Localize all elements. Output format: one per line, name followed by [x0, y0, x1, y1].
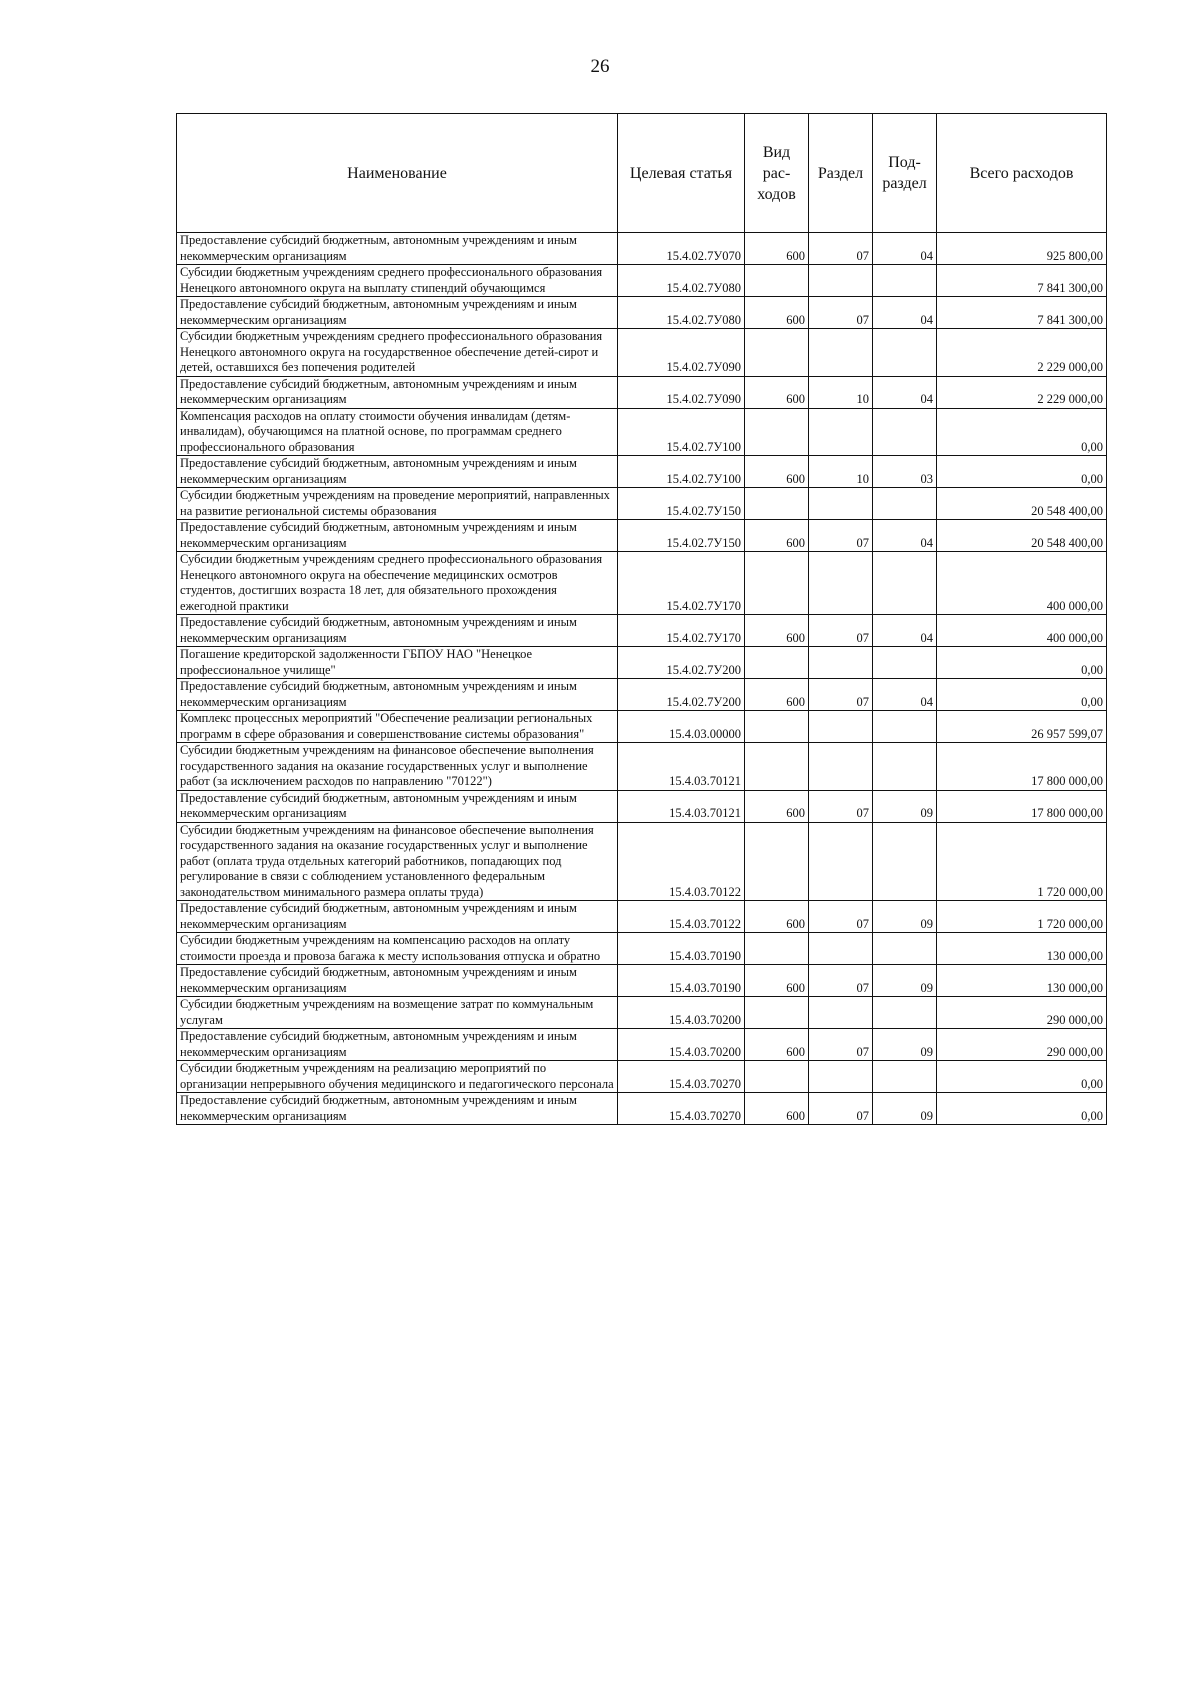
table-row: [177, 901, 1107, 933]
cell-section: 07: [809, 297, 873, 329]
budget-table: [176, 113, 1107, 1125]
cell-section: [809, 265, 873, 297]
cell-target-article: 15.4.03.70200: [618, 997, 745, 1029]
table-row: [177, 1061, 1107, 1093]
cell-total: 0,00: [937, 456, 1107, 488]
table-row: [177, 233, 1107, 265]
cell-subsection: 09: [873, 901, 937, 933]
cell-name: Предоставление субсидий бюджетным, автономным учреждениям и иным некоммерческим организациям: [177, 297, 618, 329]
cell-total: 2 229 000,00: [937, 376, 1107, 408]
cell-section: 07: [809, 615, 873, 647]
cell-target-article: 15.4.02.7У170: [618, 552, 745, 615]
cell-subsection: [873, 552, 937, 615]
cell-expense-kind: [745, 743, 809, 791]
cell-target-article: 15.4.02.7У150: [618, 488, 745, 520]
cell-section: [809, 552, 873, 615]
cell-section: 07: [809, 790, 873, 822]
cell-total: 400 000,00: [937, 615, 1107, 647]
cell-expense-kind: [745, 647, 809, 679]
cell-name: Предоставление субсидий бюджетным, автономным учреждениям и иным некоммерческим организациям: [177, 456, 618, 488]
cell-section: [809, 997, 873, 1029]
cell-name: Погашение кредиторской задолженности ГБПОУ НАО "Ненецкое профессиональное училище": [177, 647, 618, 679]
cell-name: Субсидии бюджетным учреждениям на компенсацию расходов на оплату стоимости проезда и провоза багажа к месту использования отпуска и обратно: [177, 933, 618, 965]
cell-expense-kind: 600: [745, 615, 809, 647]
header-total-expenses: Всего расходов: [937, 114, 1107, 233]
cell-target-article: 15.4.02.7У150: [618, 520, 745, 552]
cell-expense-kind: 600: [745, 1029, 809, 1061]
cell-total: 1 720 000,00: [937, 822, 1107, 901]
cell-total: 7 841 300,00: [937, 297, 1107, 329]
cell-total: 0,00: [937, 1061, 1107, 1093]
cell-subsection: [873, 647, 937, 679]
cell-total: 400 000,00: [937, 552, 1107, 615]
cell-total: 17 800 000,00: [937, 790, 1107, 822]
cell-expense-kind: [745, 265, 809, 297]
cell-expense-kind: [745, 933, 809, 965]
table-row: [177, 552, 1107, 615]
cell-section: 10: [809, 376, 873, 408]
cell-total: 290 000,00: [937, 1029, 1107, 1061]
cell-target-article: 15.4.03.70270: [618, 1093, 745, 1125]
cell-expense-kind: [745, 997, 809, 1029]
cell-name: Субсидии бюджетным учреждениям на проведение мероприятий, направленных на развитие региональной системы образования: [177, 488, 618, 520]
table-row: [177, 743, 1107, 791]
cell-name: Субсидии бюджетным учреждениям на реализацию мероприятий по организации непрерывного обучения медицинского и педагогического персонала: [177, 1061, 618, 1093]
cell-section: 07: [809, 901, 873, 933]
header-subsection: Под- раздел: [873, 114, 937, 233]
table-row: [177, 647, 1107, 679]
cell-name: Предоставление субсидий бюджетным, автономным учреждениям и иным некоммерческим организациям: [177, 1093, 618, 1125]
cell-subsection: [873, 822, 937, 901]
cell-name: Предоставление субсидий бюджетным, автономным учреждениям и иным некоммерческим организациям: [177, 615, 618, 647]
cell-expense-kind: [745, 711, 809, 743]
cell-target-article: 15.4.03.70121: [618, 790, 745, 822]
table-row: [177, 615, 1107, 647]
table-row: [177, 376, 1107, 408]
cell-expense-kind: 600: [745, 233, 809, 265]
cell-target-article: 15.4.03.70190: [618, 933, 745, 965]
cell-name: Предоставление субсидий бюджетным, автономным учреждениям и иным некоммерческим организациям: [177, 376, 618, 408]
cell-section: 07: [809, 965, 873, 997]
cell-target-article: 15.4.03.70122: [618, 901, 745, 933]
table-row: [177, 965, 1107, 997]
cell-expense-kind: [745, 1061, 809, 1093]
cell-target-article: 15.4.03.70190: [618, 965, 745, 997]
cell-expense-kind: [745, 552, 809, 615]
cell-subsection: [873, 743, 937, 791]
cell-name: Субсидии бюджетным учреждениям среднего профессионального образования Ненецкого автономного округа на государственное обеспечение детей-сирот и детей, оставшихся без попечения родителей: [177, 329, 618, 377]
cell-total: 26 957 599,07: [937, 711, 1107, 743]
cell-target-article: 15.4.02.7У080: [618, 297, 745, 329]
cell-name: Предоставление субсидий бюджетным, автономным учреждениям и иным некоммерческим организациям: [177, 233, 618, 265]
cell-subsection: 09: [873, 790, 937, 822]
header-target-article: Целевая статья: [618, 114, 745, 233]
cell-expense-kind: 600: [745, 790, 809, 822]
cell-name: Предоставление субсидий бюджетным, автономным учреждениям и иным некоммерческим организациям: [177, 679, 618, 711]
cell-total: 0,00: [937, 647, 1107, 679]
cell-name: Субсидии бюджетным учреждениям на финансовое обеспечение выполнения государственного задания на оказание государственных услуг и выполнение работ (за исключением расходов по направлению "70122"): [177, 743, 618, 791]
cell-name: Предоставление субсидий бюджетным, автономным учреждениям и иным некоммерческим организациям: [177, 1029, 618, 1061]
cell-target-article: 15.4.03.70122: [618, 822, 745, 901]
cell-total: 20 548 400,00: [937, 520, 1107, 552]
cell-subsection: [873, 711, 937, 743]
cell-total: 7 841 300,00: [937, 265, 1107, 297]
cell-target-article: 15.4.02.7У200: [618, 647, 745, 679]
table-row: [177, 790, 1107, 822]
table-row: [177, 488, 1107, 520]
cell-section: [809, 1061, 873, 1093]
cell-subsection: [873, 488, 937, 520]
cell-subsection: 04: [873, 679, 937, 711]
cell-section: 07: [809, 520, 873, 552]
cell-expense-kind: [745, 408, 809, 456]
table-row: [177, 711, 1107, 743]
table-row: [177, 520, 1107, 552]
header-expense-kind: Вид рас- ходов: [745, 114, 809, 233]
cell-target-article: 15.4.02.7У080: [618, 265, 745, 297]
table-row: [177, 456, 1107, 488]
cell-total: 17 800 000,00: [937, 743, 1107, 791]
cell-section: 07: [809, 1029, 873, 1061]
cell-subsection: [873, 408, 937, 456]
cell-subsection: [873, 997, 937, 1029]
cell-expense-kind: 600: [745, 679, 809, 711]
cell-expense-kind: 600: [745, 376, 809, 408]
cell-target-article: 15.4.02.7У100: [618, 408, 745, 456]
cell-name: Субсидии бюджетным учреждениям среднего профессионального образования Ненецкого автономного округа на выплату стипендий обучающимся: [177, 265, 618, 297]
cell-expense-kind: 600: [745, 520, 809, 552]
cell-total: 2 229 000,00: [937, 329, 1107, 377]
cell-section: [809, 711, 873, 743]
cell-name: Предоставление субсидий бюджетным, автономным учреждениям и иным некоммерческим организациям: [177, 790, 618, 822]
cell-name: Субсидии бюджетным учреждениям на финансовое обеспечение выполнения государственного задания на оказание государственных услуг и выполнение работ (оплата труда отдельных категорий работников, попадающих под регулирование в связи с соблюдением установленного федеральным законодательством минимального размера оплаты труда): [177, 822, 618, 901]
cell-expense-kind: 600: [745, 297, 809, 329]
cell-subsection: 03: [873, 456, 937, 488]
cell-subsection: [873, 265, 937, 297]
cell-section: [809, 822, 873, 901]
cell-section: [809, 743, 873, 791]
cell-target-article: 15.4.03.70270: [618, 1061, 745, 1093]
cell-subsection: [873, 1061, 937, 1093]
cell-section: 07: [809, 233, 873, 265]
cell-name: Предоставление субсидий бюджетным, автономным учреждениям и иным некоммерческим организациям: [177, 901, 618, 933]
cell-total: 0,00: [937, 1093, 1107, 1125]
cell-target-article: 15.4.03.00000: [618, 711, 745, 743]
cell-section: [809, 647, 873, 679]
cell-section: 10: [809, 456, 873, 488]
table-row: [177, 822, 1107, 901]
cell-subsection: 09: [873, 1029, 937, 1061]
cell-expense-kind: 600: [745, 901, 809, 933]
cell-target-article: 15.4.02.7У090: [618, 329, 745, 377]
cell-expense-kind: 600: [745, 456, 809, 488]
cell-target-article: 15.4.03.70200: [618, 1029, 745, 1061]
header-section: Раздел: [809, 114, 873, 233]
cell-subsection: 04: [873, 297, 937, 329]
cell-subsection: 09: [873, 1093, 937, 1125]
cell-target-article: 15.4.03.70121: [618, 743, 745, 791]
cell-subsection: 04: [873, 233, 937, 265]
cell-total: 130 000,00: [937, 933, 1107, 965]
table-row: [177, 997, 1107, 1029]
cell-total: 20 548 400,00: [937, 488, 1107, 520]
cell-subsection: 04: [873, 520, 937, 552]
cell-section: [809, 408, 873, 456]
cell-target-article: 15.4.02.7У100: [618, 456, 745, 488]
cell-expense-kind: [745, 329, 809, 377]
cell-expense-kind: 600: [745, 965, 809, 997]
cell-section: 07: [809, 679, 873, 711]
cell-subsection: 04: [873, 376, 937, 408]
header-name: Наименование: [177, 114, 618, 233]
table-body: [177, 233, 1107, 1125]
cell-target-article: 15.4.02.7У070: [618, 233, 745, 265]
table-row: [177, 679, 1107, 711]
cell-total: 1 720 000,00: [937, 901, 1107, 933]
cell-name: Комплекс процессных мероприятий "Обеспечение реализации региональных программ в сфере образования и совершенствование системы образования": [177, 711, 618, 743]
cell-target-article: 15.4.02.7У090: [618, 376, 745, 408]
cell-name: Субсидии бюджетным учреждениям на возмещение затрат по коммунальным услугам: [177, 997, 618, 1029]
cell-expense-kind: [745, 488, 809, 520]
table-row: [177, 933, 1107, 965]
cell-target-article: 15.4.02.7У170: [618, 615, 745, 647]
cell-name: Субсидии бюджетным учреждениям среднего профессионального образования Ненецкого автономного округа на обеспечение медицинских осмотров студентов, достигших возраста 18 лет, для обязательного прохождения ежегодной практики: [177, 552, 618, 615]
cell-section: [809, 329, 873, 377]
cell-subsection: 09: [873, 965, 937, 997]
table-header-row: [177, 114, 1107, 233]
cell-section: 07: [809, 1093, 873, 1125]
table-row: [177, 329, 1107, 377]
cell-total: 0,00: [937, 679, 1107, 711]
table-row: [177, 265, 1107, 297]
cell-subsection: [873, 329, 937, 377]
cell-expense-kind: 600: [745, 1093, 809, 1125]
cell-total: 925 800,00: [937, 233, 1107, 265]
cell-name: Предоставление субсидий бюджетным, автономным учреждениям и иным некоммерческим организациям: [177, 965, 618, 997]
cell-total: 0,00: [937, 408, 1107, 456]
cell-name: Компенсация расходов на оплату стоимости обучения инвалидам (детям-инвалидам), обучающимся на платной основе, по программам среднего профессионального образования: [177, 408, 618, 456]
cell-subsection: [873, 933, 937, 965]
cell-target-article: 15.4.02.7У200: [618, 679, 745, 711]
page-number: 26: [590, 56, 610, 77]
cell-total: 130 000,00: [937, 965, 1107, 997]
table-row: [177, 297, 1107, 329]
cell-section: [809, 488, 873, 520]
cell-total: 290 000,00: [937, 997, 1107, 1029]
table-row: [177, 1029, 1107, 1061]
cell-expense-kind: [745, 822, 809, 901]
cell-name: Предоставление субсидий бюджетным, автономным учреждениям и иным некоммерческим организациям: [177, 520, 618, 552]
cell-subsection: 04: [873, 615, 937, 647]
table-row: [177, 1093, 1107, 1125]
table-row: [177, 408, 1107, 456]
cell-section: [809, 933, 873, 965]
